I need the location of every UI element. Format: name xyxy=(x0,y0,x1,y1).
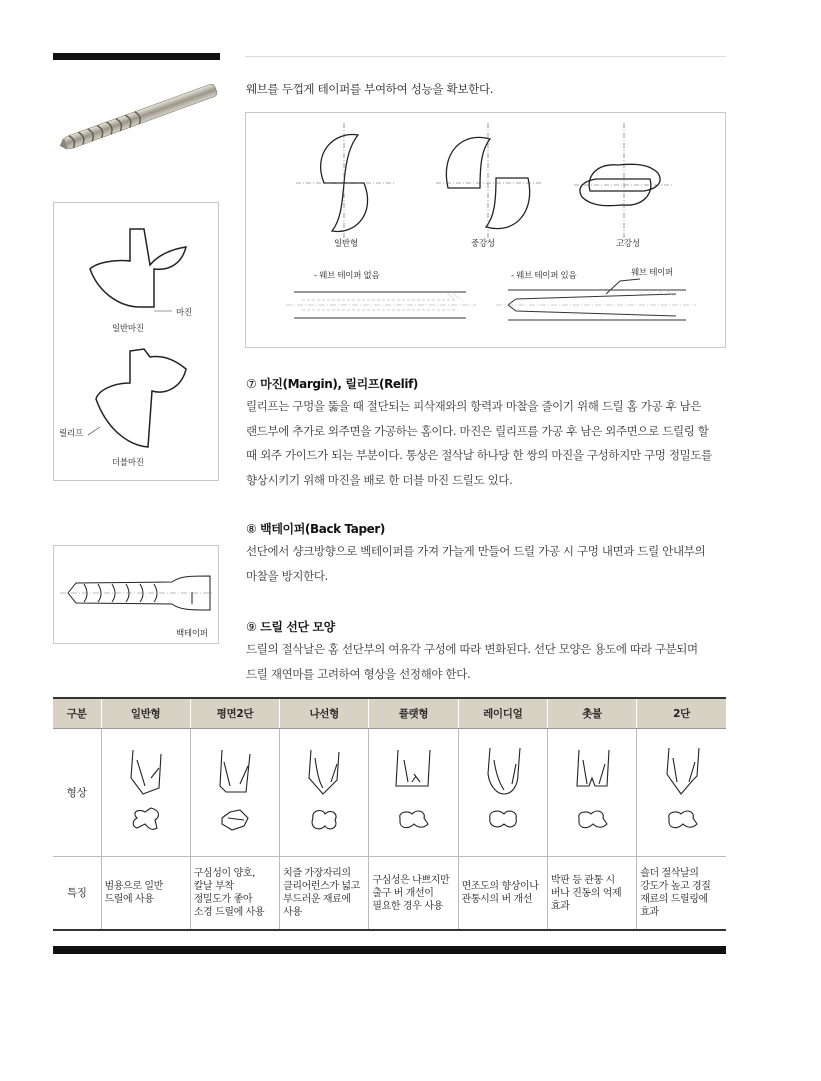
back-taper-figure xyxy=(53,545,219,644)
tip-shape-general xyxy=(111,738,181,848)
feature-line: 소경 드릴에 사용 xyxy=(193,907,265,918)
label-back-taper: 백테이퍼 xyxy=(176,629,208,639)
section-8-title xyxy=(246,520,385,537)
top-divider xyxy=(245,56,726,57)
section-7-number: ⑦ xyxy=(246,377,257,391)
section-8-body xyxy=(246,539,705,588)
section-9-line: 드릴의 절삭날은 홈 선단부의 여유각 구성에 따라 변화된다. 선단 모양은 용도에 따라 구분되며 xyxy=(246,642,698,656)
label-general: 일반형 xyxy=(334,239,358,249)
label-no-web-taper: - 웨브 테이퍼 없음 xyxy=(314,271,380,281)
tip-shape-two-step xyxy=(647,738,717,848)
feature-line: 관통시의 버 개선 xyxy=(461,894,533,905)
tip-shape-flat-two-step xyxy=(200,738,270,848)
feature-cell xyxy=(547,857,636,931)
section-8-title-text: 백테이퍼(Back Taper) xyxy=(260,522,385,536)
feature-line: 정밀도가 좋아 xyxy=(193,894,253,905)
feature-line: 숄더 절삭날의 xyxy=(640,868,699,879)
feature-cell xyxy=(458,857,547,931)
section-7-body xyxy=(246,394,712,492)
feature-line: 재료의 드릴링에 xyxy=(640,894,708,905)
feature-line: 치즐 가장자리의 xyxy=(283,868,351,879)
table-row-feature xyxy=(53,857,726,931)
section-7-title xyxy=(246,375,418,392)
feature-line: 필요한 경우 사용 xyxy=(372,900,443,912)
label-double-margin: 더블마진 xyxy=(112,458,144,468)
feature-line: 구심성은 나쁘지만 xyxy=(372,874,450,886)
label-margin: 마진 xyxy=(176,308,192,318)
tip-shape-flat xyxy=(378,738,448,848)
table-header: 플랫형 xyxy=(369,698,458,729)
section-7-line: 향상시키기 위해 마진을 배로 한 더블 마진 드릴도 있다. xyxy=(246,472,513,487)
table-header: 촛불 xyxy=(547,698,636,729)
row-label-shape: 형상 xyxy=(53,729,101,857)
feature-line: 사용 xyxy=(283,907,302,918)
table-header: 레이디얼 xyxy=(458,698,547,729)
row-label-feature: 특징 xyxy=(53,857,101,931)
intro-text: 웨브를 두껍게 테이퍼를 부여하여 성능을 확보한다. xyxy=(246,82,494,96)
feature-line: 강도가 높고 경질 xyxy=(640,881,711,892)
feature-line: 클리어런스가 넓고 xyxy=(283,881,360,892)
label-with-web-taper: - 웨브 테이퍼 있음 xyxy=(511,271,577,281)
section-9-title-text: 드릴 선단 모양 xyxy=(260,620,335,634)
section-8-number: ⑧ xyxy=(246,522,257,536)
label-normal-margin: 일반마진 xyxy=(112,324,144,334)
section-9-title xyxy=(246,618,335,635)
feature-line: 버나 진동의 억제 xyxy=(550,887,622,899)
section-9-body xyxy=(246,637,698,686)
shape-cell xyxy=(547,729,636,857)
section-8-line: 마찰을 방지한다. xyxy=(246,568,328,583)
table-header: 2단 xyxy=(637,698,726,729)
table-header: 구분 xyxy=(53,698,101,729)
feature-line: 범용으로 일반 xyxy=(104,881,163,892)
label-medium-rigidity: 중강성 xyxy=(471,239,495,249)
shape-cell xyxy=(280,729,369,857)
drill-tip-table xyxy=(53,697,726,931)
feature-cell xyxy=(190,857,279,931)
table-header: 일반형 xyxy=(101,698,190,729)
feature-line: 칼날 부착 xyxy=(193,881,234,892)
feature-line: 부드러운 재료에 xyxy=(283,894,351,905)
feature-line: 출구 버 개선이 xyxy=(372,887,434,899)
feature-line: 효과 xyxy=(550,900,570,912)
feature-cell xyxy=(637,857,726,931)
table-header: 나선형 xyxy=(280,698,369,729)
section-9-number: ⑨ xyxy=(246,620,257,634)
feature-cell xyxy=(280,857,369,931)
label-relief: 릴리프 xyxy=(59,429,83,439)
tip-shape-candle xyxy=(557,738,627,848)
margin-figure xyxy=(53,202,219,481)
section-7-line: 릴리프는 구멍을 뚫을 때 절단되는 피삭재와의 항력과 마찰을 줄이기 위해 드릴 홈 가공 후 남은 xyxy=(246,399,702,413)
tip-shape-radial xyxy=(468,738,538,848)
table-header-row xyxy=(53,698,726,729)
section-7-line: 랜드부에 추가로 외주면을 가공하는 홈이다. 마진은 릴리프를 가공 후 남은 외주면으로 드릴링 할 xyxy=(246,423,709,438)
drill-photo xyxy=(53,68,223,168)
feature-cell xyxy=(369,857,458,931)
section-7-line: 때 외주 가이드가 되는 부분이다. 통상은 절삭날 하나당 한 쌍의 마진을 구성하지만 구멍 정밀도를 xyxy=(246,448,712,462)
section-7-title-text: 마진(Margin), 릴리프(Relif) xyxy=(260,377,419,391)
table-row-shape xyxy=(53,729,726,857)
feature-line: 구심성이 양호, xyxy=(193,868,255,879)
bottom-accent-bar xyxy=(53,946,726,954)
top-accent-bar xyxy=(53,53,220,60)
shape-cell xyxy=(458,729,547,857)
feature-line: 효과 xyxy=(640,907,659,918)
feature-line: 박판 등 관통 시 xyxy=(550,874,615,886)
shape-cell xyxy=(101,729,190,857)
feature-line: 면조도의 향상이나 xyxy=(461,881,539,892)
shape-cell xyxy=(369,729,458,857)
label-high-rigidity: 고강성 xyxy=(616,239,640,249)
shape-cell xyxy=(637,729,726,857)
feature-line: 드릴에 사용 xyxy=(104,894,154,905)
shape-cell xyxy=(190,729,279,857)
section-8-line: 선단에서 샹크방향으로 벡테이퍼를 가져 가늘게 만들어 드릴 가공 시 구멍 내면과 드릴 안내부의 xyxy=(246,544,706,558)
label-web-taper-callout: 웨브 테이퍼 xyxy=(631,268,673,278)
section-9-line: 드릴 재연마를 고려하여 형상을 선정해야 한다. xyxy=(246,666,471,681)
feature-cell xyxy=(101,857,190,931)
tip-shape-helical xyxy=(289,738,359,848)
table-header: 평면2단 xyxy=(190,698,279,729)
web-taper-figure xyxy=(245,112,726,348)
